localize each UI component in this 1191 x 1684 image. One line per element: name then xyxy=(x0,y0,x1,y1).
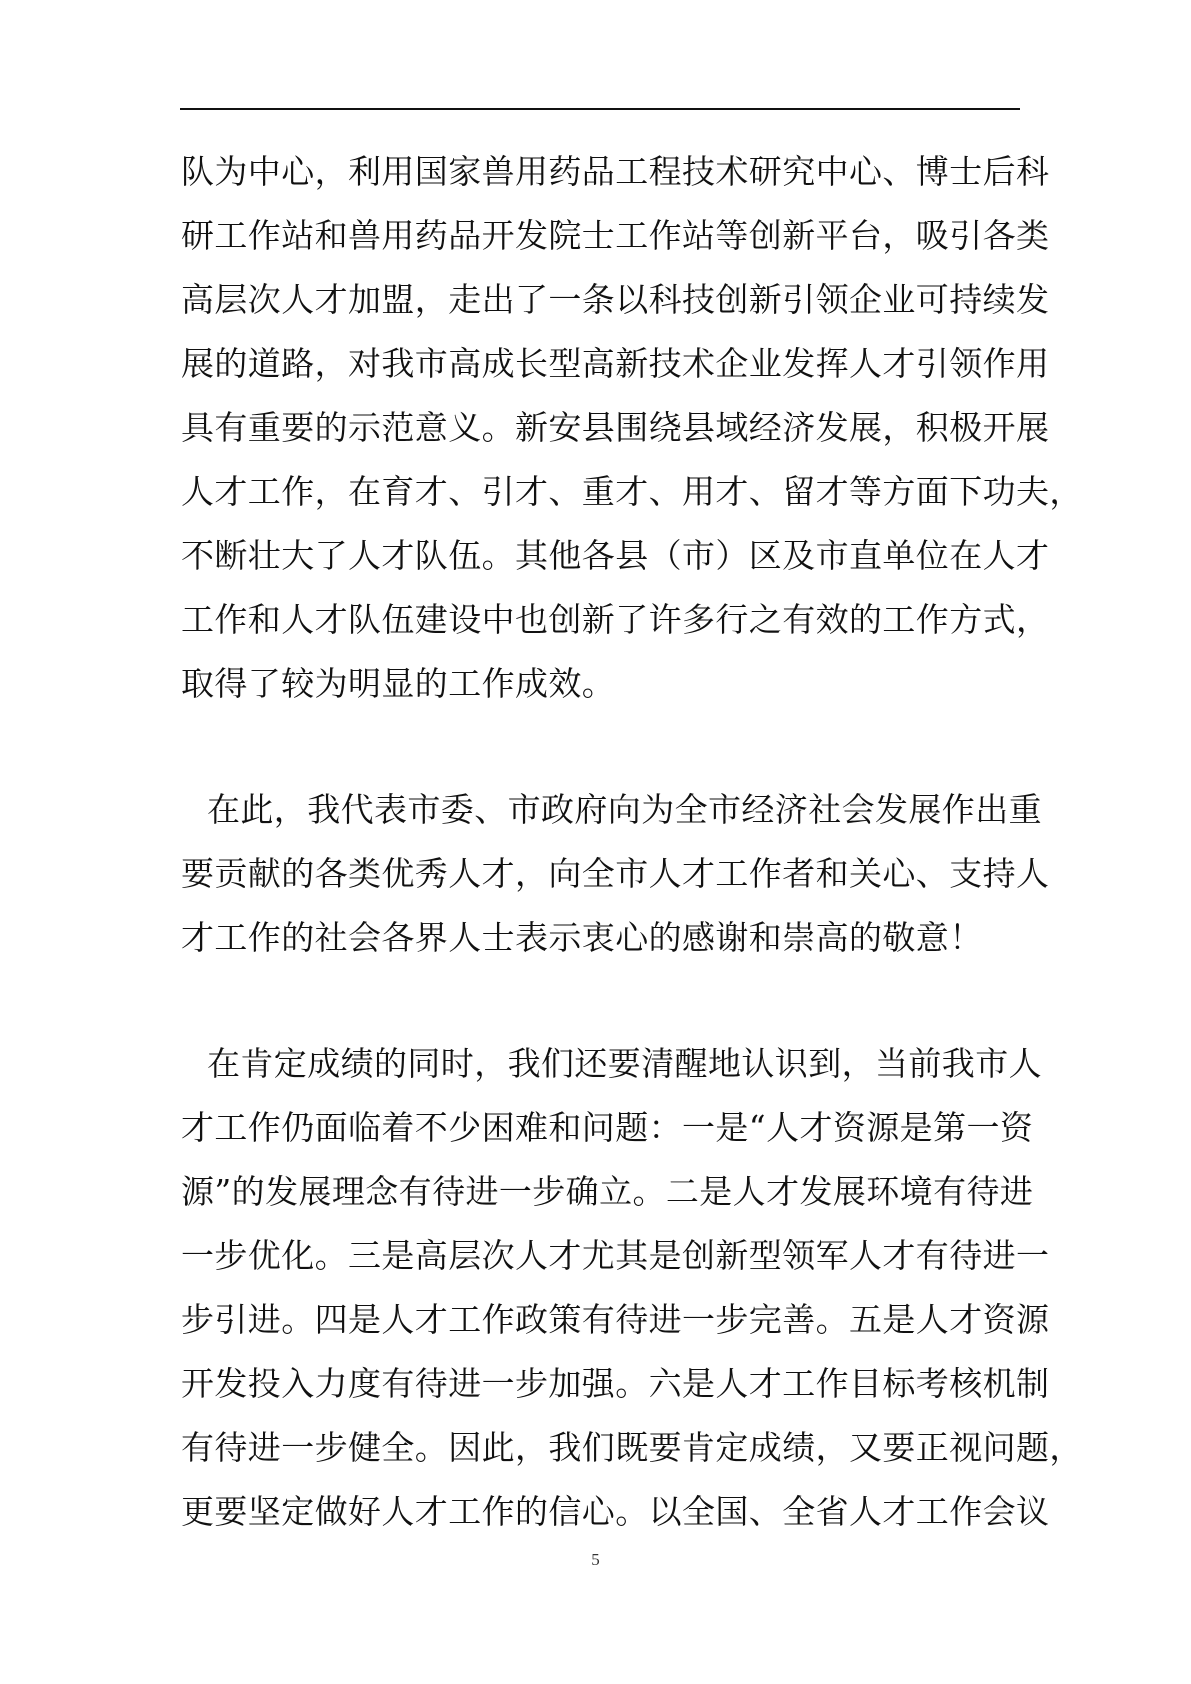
paragraph-spacer xyxy=(181,716,1021,778)
text-line: 不断壮大了人才队伍。其他各县（市）区及市直单位在人才 xyxy=(181,536,1050,575)
text-line: 步引进。四是人才工作政策有待进一步完善。五是人才资源 xyxy=(181,1300,1050,1339)
text-line: 源”的发展理念有待进一步确立。二是人才发展环境有待进 xyxy=(181,1172,1034,1211)
text-line: 研工作站和兽用药品开发院士工作站等创新平台，吸引各类 xyxy=(181,216,1050,255)
text-line: 要贡献的各类优秀人才，向全市人才工作者和关心、支持人 xyxy=(181,854,1050,893)
document-body xyxy=(181,140,1083,1544)
text-line: 在此，我代表市委、市政府向为全市经济社会发展作出重 xyxy=(207,790,1042,829)
paragraph-2 xyxy=(181,778,1050,970)
text-line: 人才工作，在育才、引才、重才、用才、留才等方面下功夫， xyxy=(181,472,1083,511)
paragraph-3 xyxy=(181,1032,1083,1544)
text-line: 开发投入力度有待进一步加强。六是人才工作目标考核机制 xyxy=(181,1364,1050,1403)
text-line: 更要坚定做好人才工作的信心。以全国、全省人才工作会议 xyxy=(181,1492,1050,1531)
text-line: 才工作的社会各界人士表示衷心的感谢和崇高的敬意！ xyxy=(181,918,983,957)
text-line: 具有重要的示范意义。新安县围绕县域经济发展，积极开展 xyxy=(181,408,1050,447)
page-number: 5 xyxy=(591,1550,600,1569)
text-line: 才工作仍面临着不少困难和问题：一是“人才资源是第一资 xyxy=(181,1108,1034,1147)
text-line: 有待进一步健全。因此，我们既要肯定成绩，又要正视问题， xyxy=(181,1428,1083,1467)
text-line: 高层次人才加盟，走出了一条以科技创新引领企业可持续发 xyxy=(181,280,1050,319)
text-line: 取得了较为明显的工作成效。 xyxy=(181,664,616,703)
paragraph-spacer xyxy=(181,970,1021,1032)
text-line: 工作和人才队伍建设中也创新了许多行之有效的工作方式， xyxy=(181,600,1050,639)
paragraph-1 xyxy=(181,140,1083,716)
text-line: 在肯定成绩的同时，我们还要清醒地认识到，当前我市人 xyxy=(207,1044,1042,1083)
text-line: 一步优化。三是高层次人才尤其是创新型领军人才有待进一 xyxy=(181,1236,1050,1275)
header-rule xyxy=(180,108,1020,110)
text-line: 展的道路，对我市高成长型高新技术企业发挥人才引领作用 xyxy=(181,344,1050,383)
text-line: 队为中心，利用国家兽用药品工程技术研究中心、博士后科 xyxy=(181,152,1050,191)
